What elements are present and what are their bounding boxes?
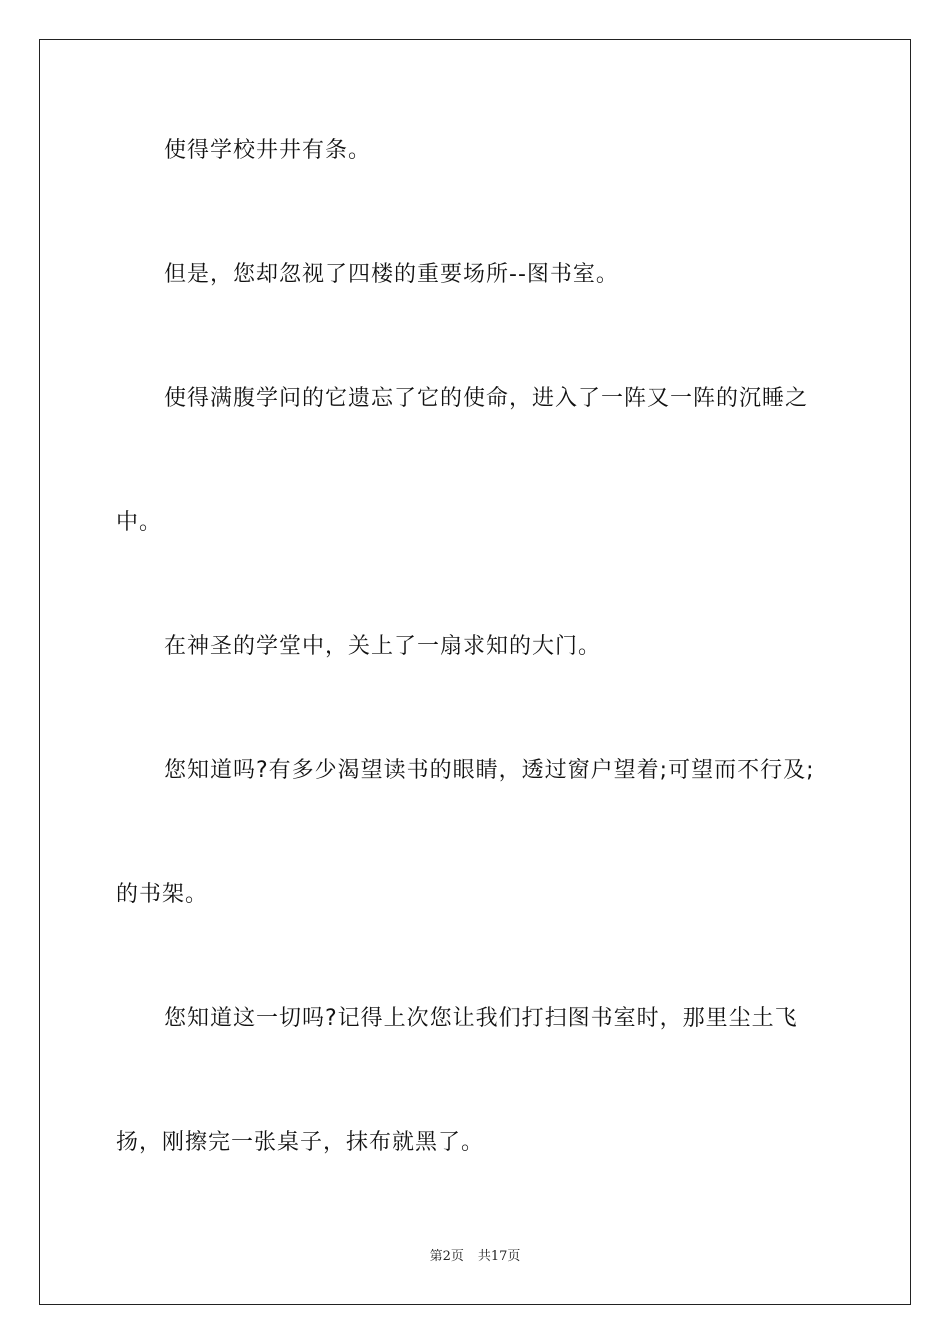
page-number: 第2页	[429, 1249, 464, 1264]
paragraph-line: 扬，刚擦完一张桌子，抹布就黑了。	[116, 1130, 485, 1155]
paragraph-line: 在神圣的学堂中，关上了一扇求知的大门。	[164, 634, 602, 659]
paragraph-line: 中。	[116, 510, 163, 535]
page-border	[39, 39, 911, 1305]
paragraph-line: 但是，您却忽视了四楼的重要场所--图书室。	[164, 262, 619, 287]
paragraph-line: 使得满腹学问的它遗忘了它的使命，进入了一阵又一阵的沉睡之	[164, 386, 809, 411]
page-footer	[0, 1248, 950, 1266]
paragraph-line: 您知道这一切吗?记得上次您让我们打扫图书室时，那里尘土飞	[164, 1006, 798, 1031]
paragraph-line: 使得学校井井有条。	[164, 138, 372, 163]
paragraph-line: 您知道吗?有多少渴望读书的眼睛，透过窗户望着;可望而不行及;	[164, 758, 815, 783]
page-total: 共17页	[477, 1249, 521, 1264]
paragraph-line: 的书架。	[116, 882, 209, 907]
